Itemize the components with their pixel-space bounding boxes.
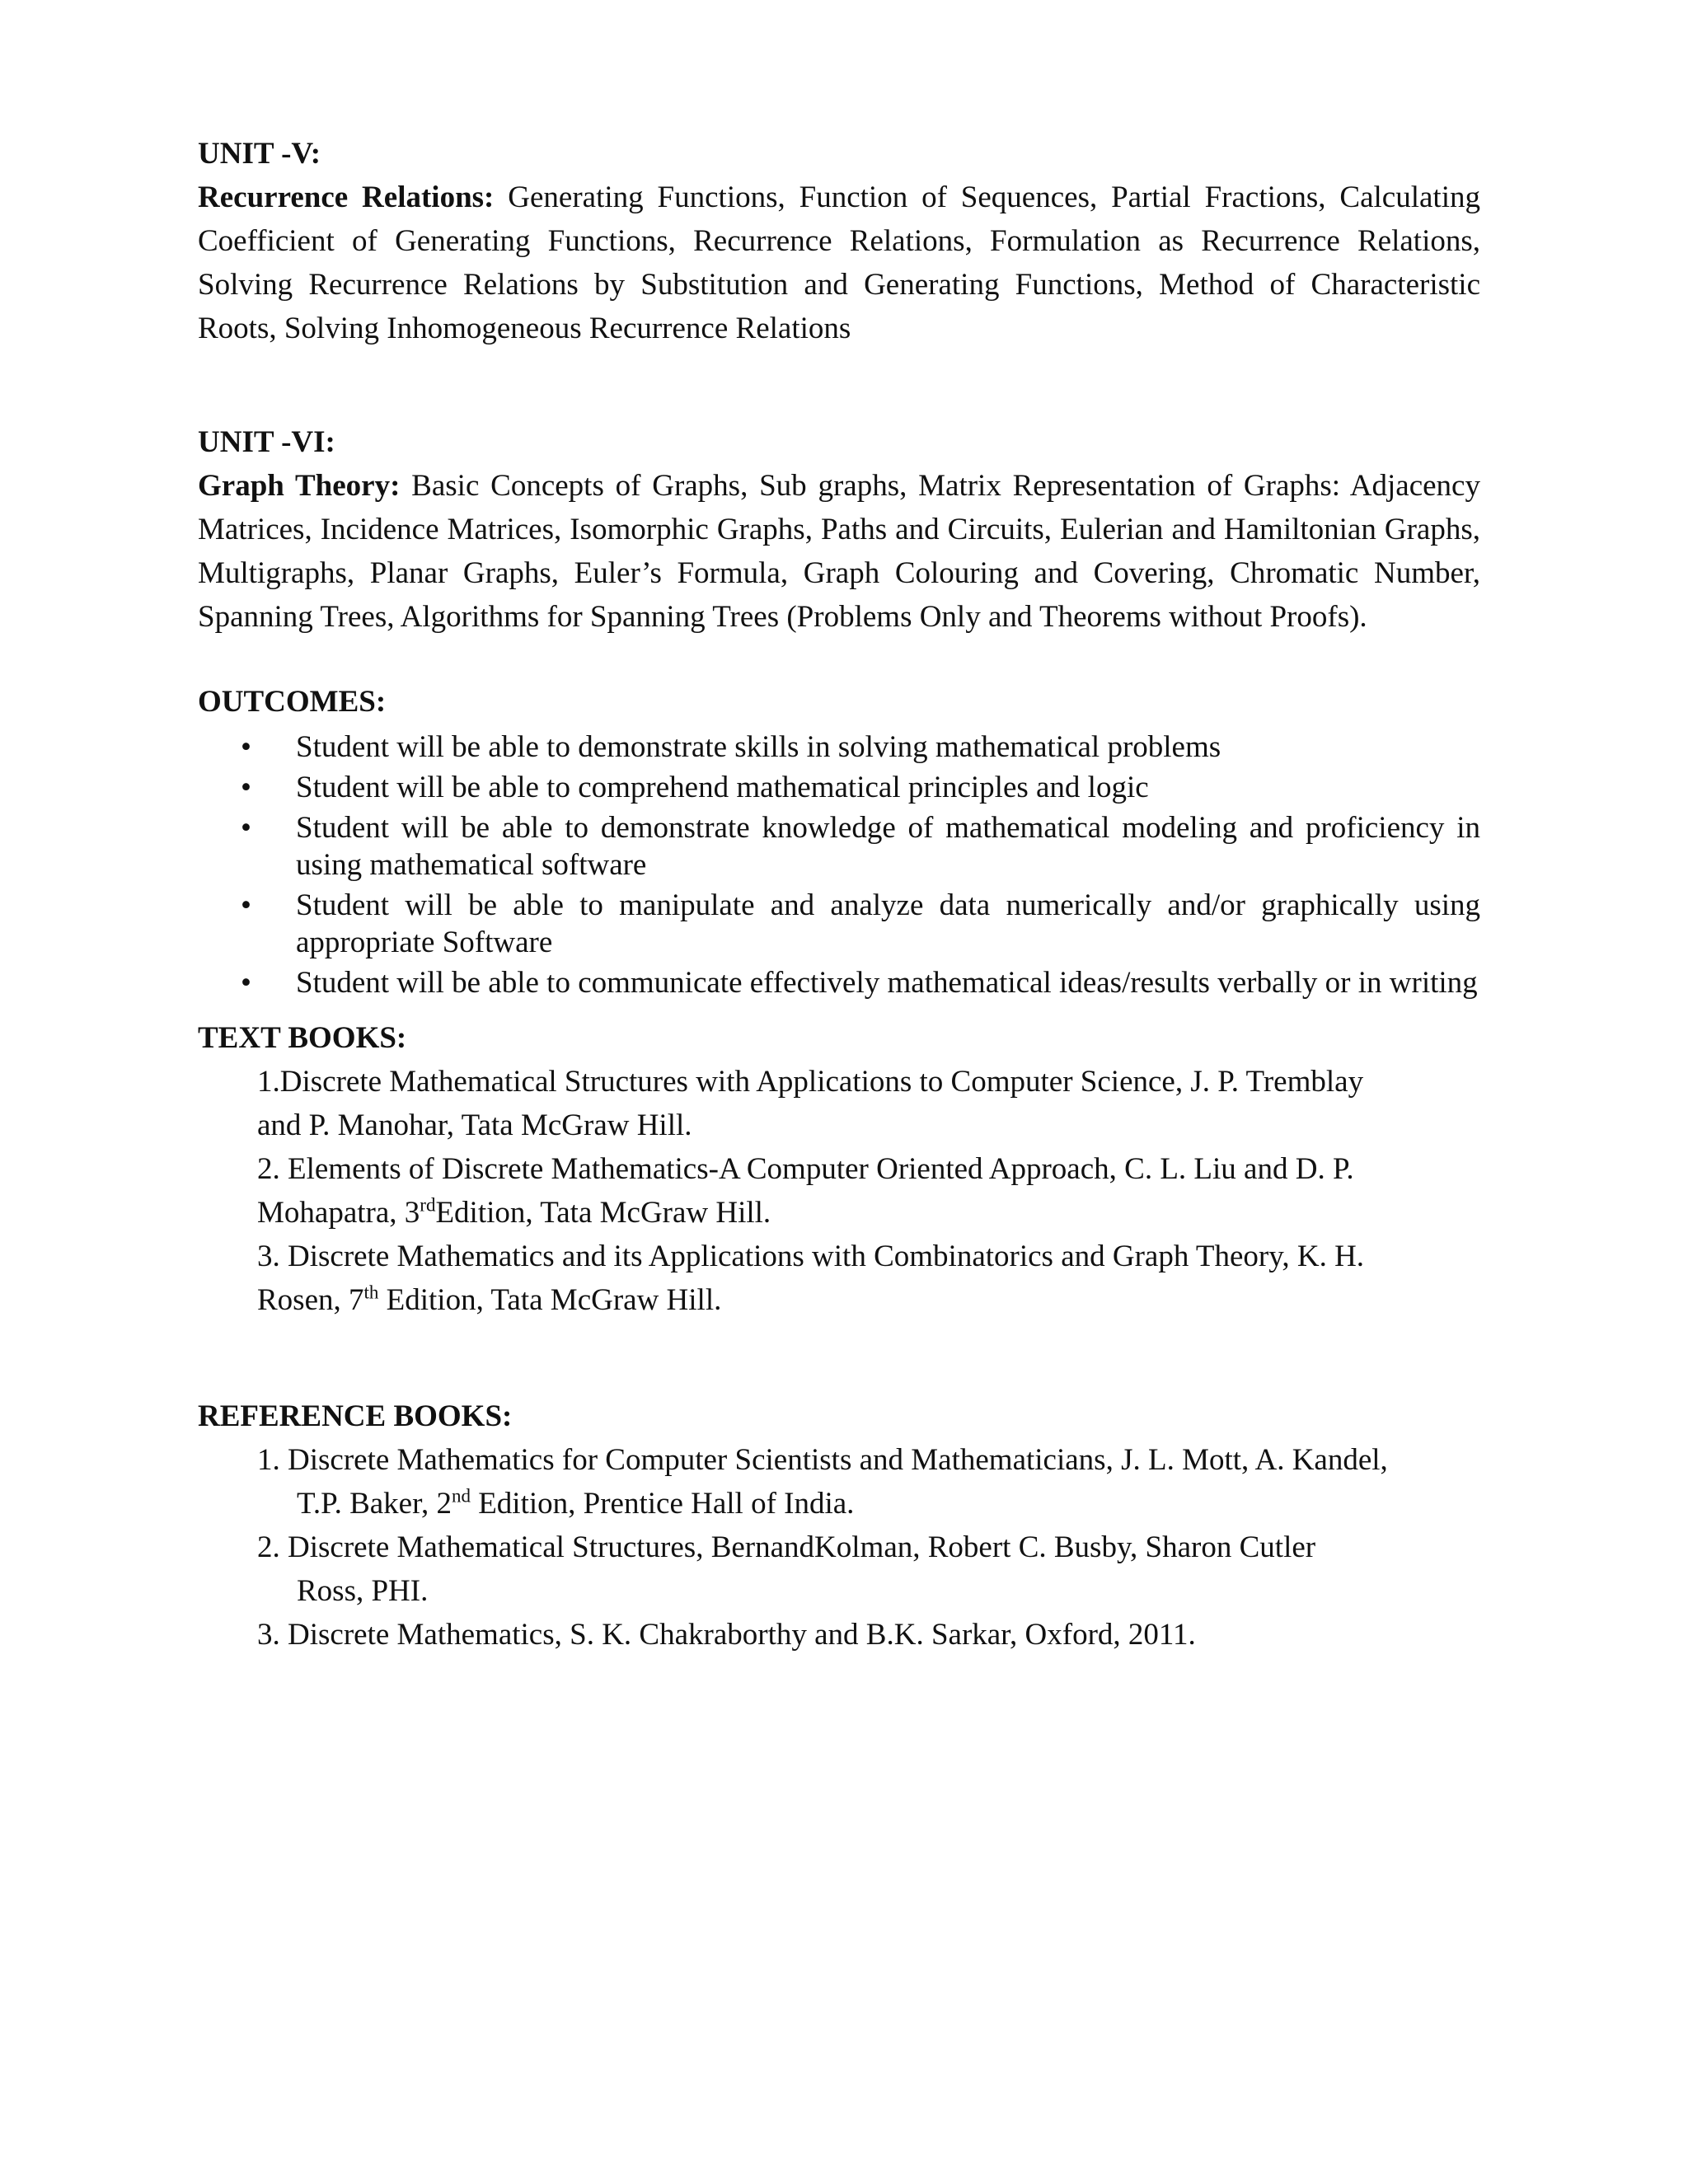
- text-book-1-line-1: 1.Discrete Mathematical Structures with Applications to Computer Science, J. P. Tremblay: [257, 1065, 1364, 1099]
- list-item: [198, 809, 1480, 883]
- outcome-text: Student will be able to communicate effectively mathematical ideas/results verbally or in writing: [296, 966, 1478, 1000]
- text-book-1-line-2: and P. Manohar, Tata McGraw Hill.: [257, 1108, 692, 1142]
- text-book-2-post: Edition, Tata McGraw Hill.: [435, 1196, 771, 1230]
- bullet-icon: •: [241, 888, 251, 922]
- outcomes-heading: OUTCOMES:: [198, 685, 387, 719]
- outcome-text: Student will be able to demonstrate knowledge of mathematical modeling and proficiency in using mathematical software: [296, 811, 1480, 882]
- unit-5-title: Recurrence Relations:: [198, 180, 495, 214]
- reference-2-line-2: Ross, PHI.: [297, 1574, 429, 1608]
- list-item: [198, 964, 1480, 1001]
- unit-5-section: [198, 132, 1480, 350]
- outcomes-section: [198, 680, 1480, 1001]
- text-book-2-pre: Mohapatra, 3: [257, 1196, 420, 1230]
- text-books-heading: TEXT BOOKS:: [198, 1021, 407, 1055]
- reference-books-list: [198, 1438, 1480, 1657]
- text-book-3-post: Edition, Tata McGraw Hill.: [378, 1283, 722, 1317]
- bullet-icon: •: [241, 811, 251, 845]
- text-book-3-line-1: 3. Discrete Mathematics and its Applications with Combinatorics and Graph Theory, K. H.: [257, 1240, 1365, 1273]
- text-book-3-pre: Rosen, 7: [257, 1283, 364, 1317]
- outcome-text: Student will be able to comprehend mathematical principles and logic: [296, 771, 1149, 804]
- list-item: [198, 887, 1480, 961]
- reference-3-line-1: 3. Discrete Mathematics, S. K. Chakraborthy and B.K. Sarkar, Oxford, 2011.: [257, 1618, 1196, 1652]
- reference-1-line-2: [257, 1482, 1480, 1526]
- text-books-section: [198, 1016, 1480, 1322]
- unit-6-body: Basic Concepts of Graphs, Sub graphs, Matrix Representation of Graphs: Adjacency Matrices, Incidence Matrices, Isomorphic Graphs, Paths and Circuits, Eulerian and Hamiltonian Graphs, Multigraphs, Planar Graphs, Euler’s Formula, Graph Colouring and Covering, Chromatic Number, Spanning Trees, Algorithms for Spanning Trees (Problems Only and Theorems without Proofs).: [198, 469, 1480, 634]
- text-book-2-line-1: 2. Elements of Discrete Mathematics-A Computer Oriented Approach, C. L. Liu and D. P.: [257, 1152, 1354, 1186]
- text-book-2-line-2: [257, 1191, 1464, 1235]
- text-book-3-line-2: [257, 1278, 1464, 1322]
- list-item: [198, 769, 1480, 806]
- text-book-3-sup: th: [363, 1282, 379, 1303]
- unit-5-paragraph: [198, 176, 1480, 350]
- unit-5-heading: UNIT -V:: [198, 137, 321, 171]
- unit-6-title: Graph Theory:: [198, 469, 401, 503]
- bullet-icon: •: [241, 771, 251, 804]
- unit-6-paragraph: [198, 464, 1480, 639]
- reference-books-section: [198, 1394, 1480, 1657]
- reference-books-heading: REFERENCE BOOKS:: [198, 1399, 513, 1433]
- text-book-2-sup: rd: [420, 1194, 436, 1216]
- bullet-icon: •: [241, 730, 251, 764]
- reference-2-line-1: 2. Discrete Mathematical Structures, BernandKolman, Robert C. Busby, Sharon Cutler: [257, 1530, 1316, 1564]
- text-books-list: [198, 1060, 1480, 1322]
- unit-6-heading: UNIT -VI:: [198, 425, 335, 459]
- unit-5-body: Generating Functions, Function of Sequences, Partial Fractions, Calculating Coefficient of Generating Functions, Recurrence Relations, Formulation as Recurrence Relations, Solving Recurrence Relations by Substitution and Generating Functions, Method of Characteristic Roots, Solving Inhomogeneous Recurrence Relations: [198, 180, 1480, 345]
- document-page: [198, 132, 1480, 1657]
- unit-6-section: [198, 420, 1480, 639]
- reference-1-sup: nd: [451, 1485, 471, 1507]
- list-item: [198, 729, 1480, 766]
- bullet-icon: •: [241, 966, 251, 1000]
- outcome-text: Student will be able to manipulate and analyze data numerically and/or graphically using appropriate Software: [296, 888, 1480, 959]
- outcome-text: Student will be able to demonstrate skills in solving mathematical problems: [296, 730, 1221, 764]
- reference-1-line-1: 1. Discrete Mathematics for Computer Scientists and Mathematicians, J. L. Mott, A. Kandel,: [257, 1443, 1388, 1477]
- reference-1-post: Edition, Prentice Hall of India.: [470, 1487, 855, 1521]
- outcomes-list: [198, 729, 1480, 1001]
- reference-1-pre: T.P. Baker, 2: [297, 1487, 452, 1521]
